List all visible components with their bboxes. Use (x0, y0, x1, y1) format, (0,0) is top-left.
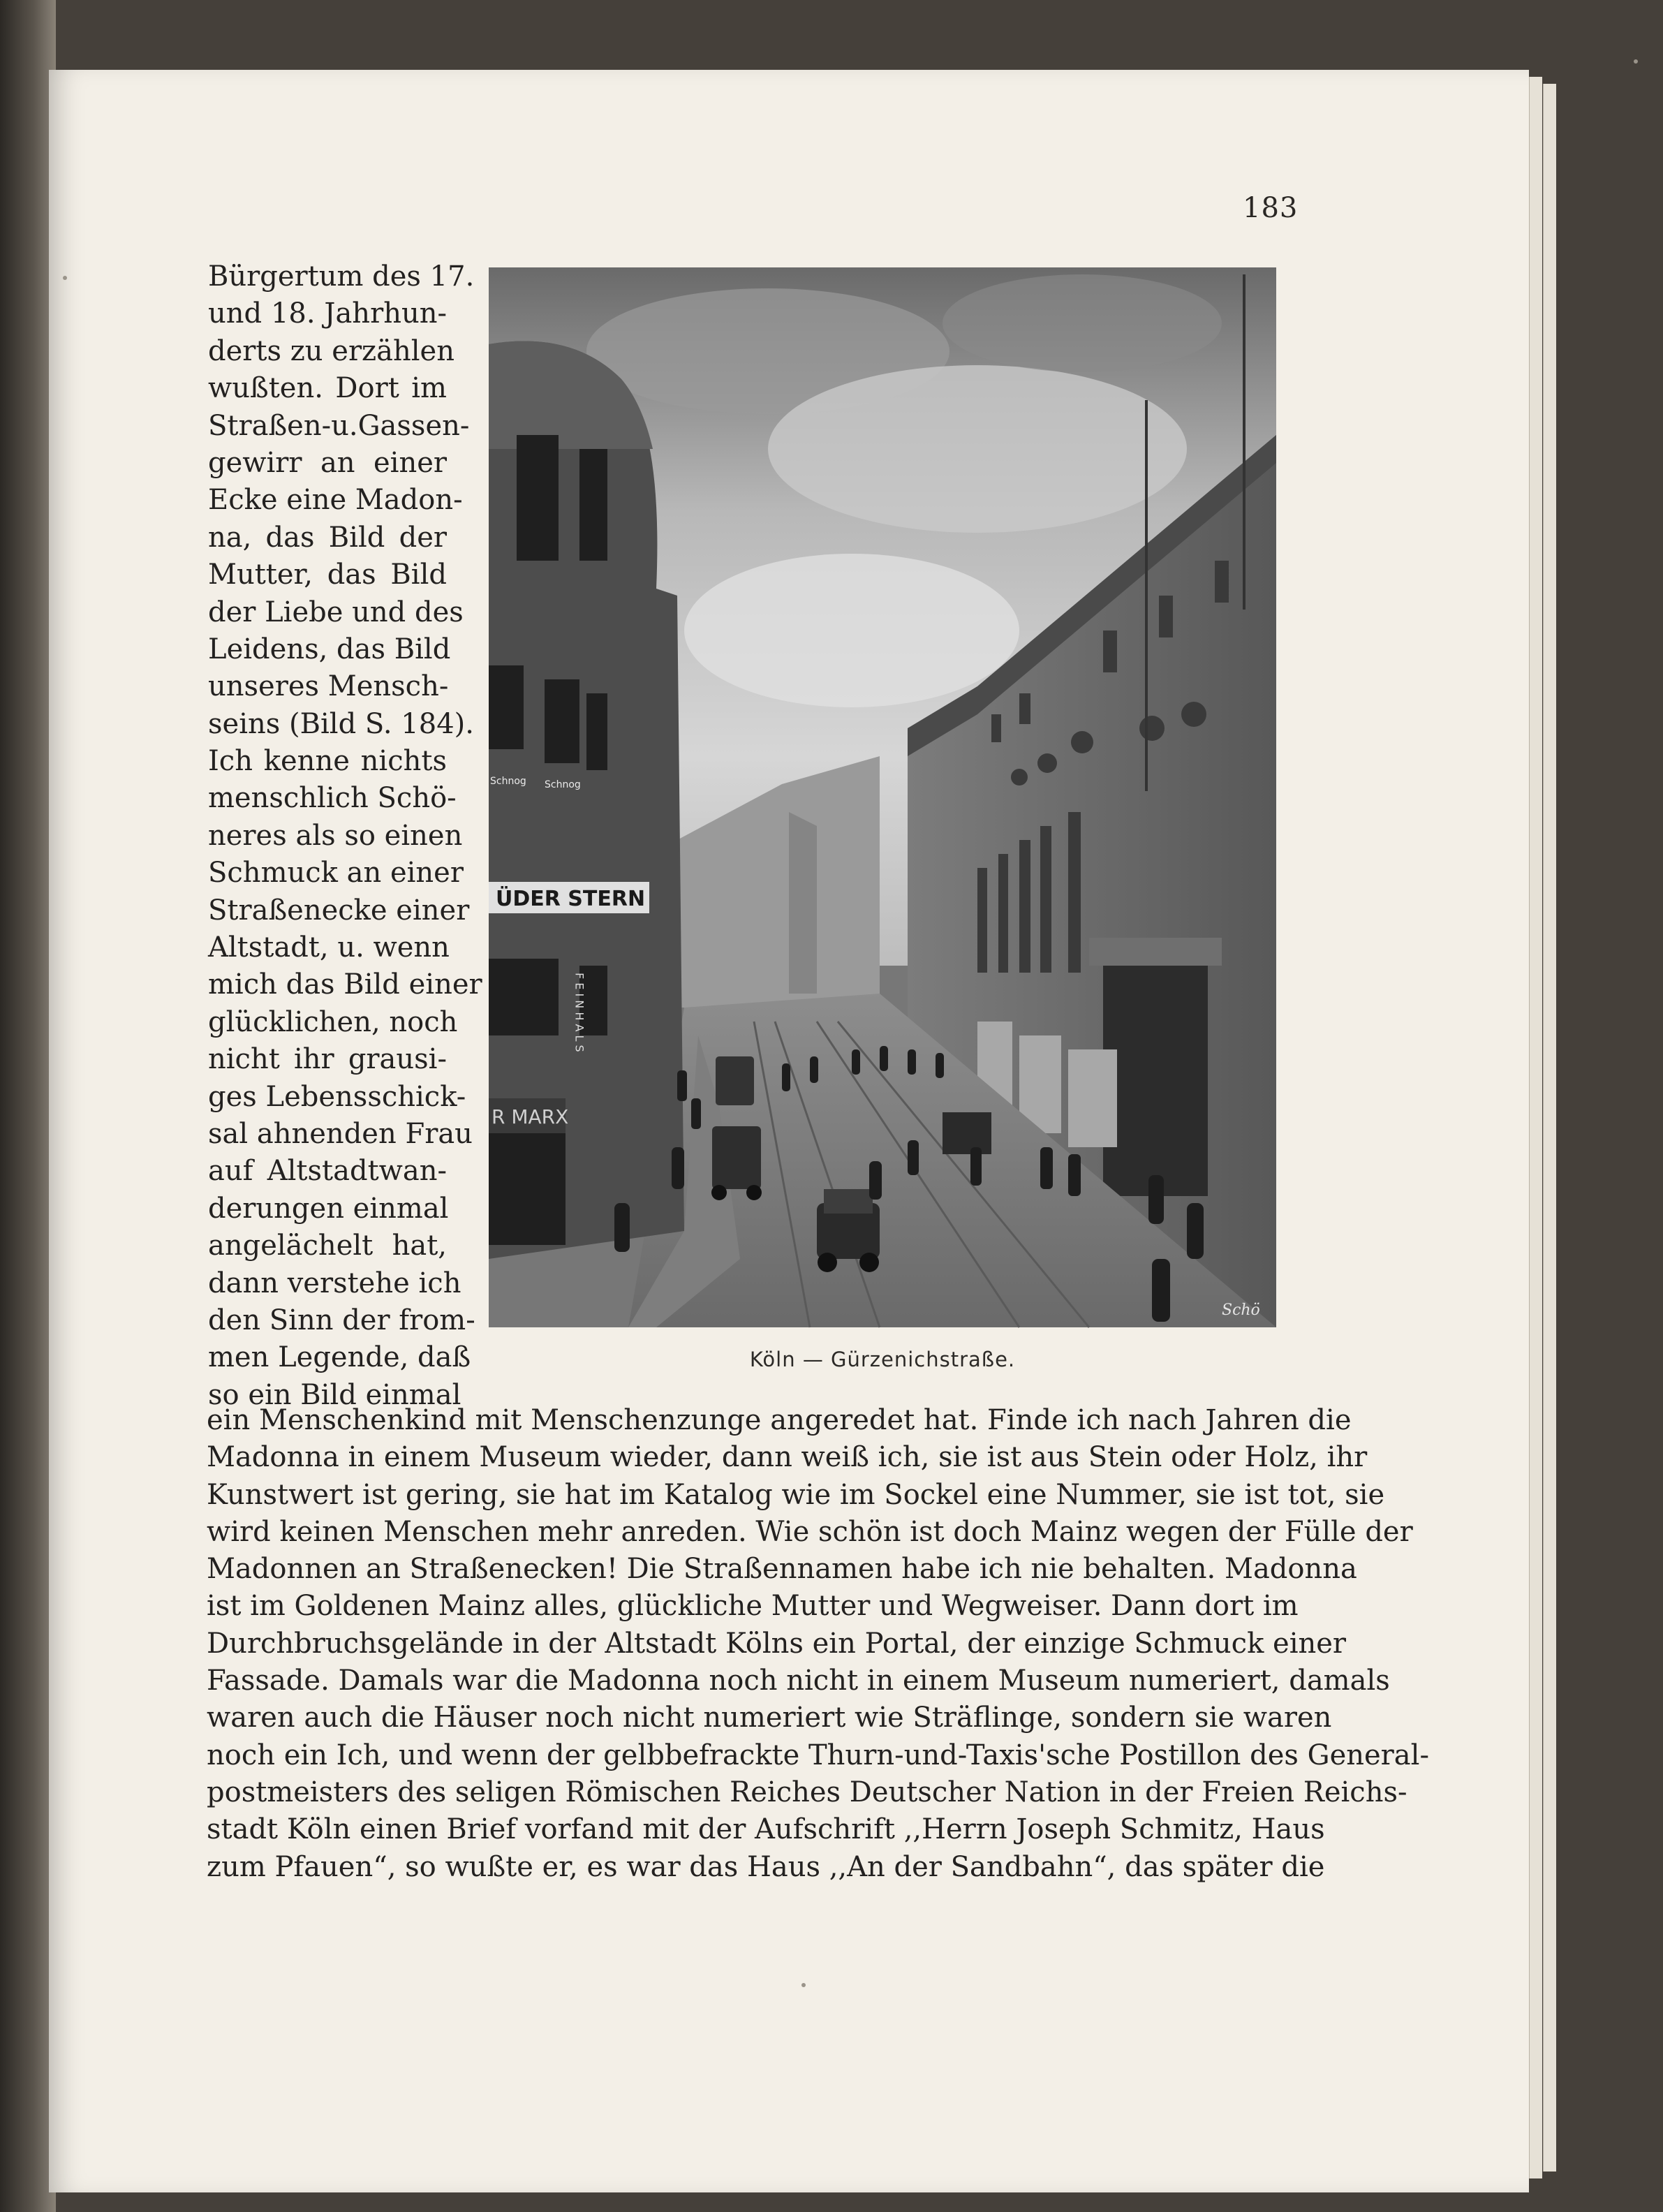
text-line: waren auch die Häuser noch nicht numeriert wie Sträflinge, sondern sie waren (207, 1702, 1332, 1734)
paper-speck (801, 1983, 806, 1987)
text-line: stadt Köln einen Brief vorfand mit der Aufschrift ,,Herrn Joseph Schmitz, Haus (207, 1813, 1325, 1846)
text-line: postmeisters des seligen Römischen Reiches Deutscher Nation in der Freien Reichs- (207, 1776, 1407, 1808)
text-line: gewirr an einer (208, 446, 447, 479)
text-line: Madonnen an Straßenecken! Die Straßennamen habe ich nie behalten. Madonna (207, 1553, 1357, 1586)
text-line: angelächelt hat, (208, 1230, 447, 1262)
text-line: ist im Goldenen Mainz alles, glückliche Mutter und Wegweiser. Dann dort im (207, 1590, 1299, 1623)
body-text (207, 1402, 1429, 1886)
text-line: auf Altstadtwan- (208, 1155, 447, 1188)
text-line: den Sinn der from- (208, 1304, 475, 1336)
vertical-sign-text: F E I N H A L S (572, 973, 586, 1052)
text-line: neres als so einen (208, 819, 463, 852)
text-line: menschlich Schö- (208, 782, 457, 815)
text-line: men Legende, daß (208, 1341, 471, 1374)
page-edge (1529, 77, 1542, 2178)
cloud (684, 554, 1019, 707)
text-line: Durchbruchsgelände in der Altstadt Kölns ein Portal, der einzige Schmuck einer (207, 1627, 1347, 1660)
text-line: sal ahnenden Frau (208, 1117, 473, 1150)
text-line: Schmuck an einer (208, 857, 464, 890)
text-line: so ein Bild einmal (208, 1378, 461, 1411)
cloud (943, 274, 1222, 372)
doorway (1103, 966, 1208, 1196)
text-line: ges Lebensschick- (208, 1080, 466, 1113)
cloud (768, 365, 1187, 533)
banner-text: Schnog (490, 776, 526, 787)
flagpole (1145, 400, 1148, 791)
paper-speck (1634, 59, 1638, 64)
book-spine-shadow (0, 0, 56, 2212)
text-line: zum Pfauen“, so wußte er, es war das Haus ,,An der Sandbahn“, das später die (207, 1850, 1325, 1883)
text-line: der Liebe und des (208, 596, 464, 628)
text-line: seins (Bild S. 184). (208, 707, 474, 740)
text-line: Mutter, das Bild (208, 559, 447, 591)
text-line: Fassade. Damals war die Madonna noch nicht in einem Museum numeriert, damals (207, 1665, 1390, 1697)
text-line: dann verstehe ich (208, 1267, 461, 1299)
text-line: Ich kenne nichts (208, 745, 447, 778)
street-photo-drawing (489, 267, 1276, 1327)
text-line: und 18. Jahrhun- (208, 297, 447, 330)
text-line: Leidens, das Bild (208, 633, 451, 665)
text-line: unseres Mensch- (208, 670, 449, 703)
photo-caption: Köln — Gürzenichstraße. (749, 1348, 1016, 1371)
photographer-signature: Schö (1222, 1302, 1260, 1319)
text-line: Straßen-u.Gassen- (208, 409, 470, 442)
text-line: noch ein Ich, und wenn der gelbbefrackte Thurn-und-Taxis'sche Postillon des General- (207, 1739, 1429, 1771)
text-line: derts zu erzählen (208, 334, 454, 367)
text-line: ein Menschenkind mit Menschenzunge angeredet hat. Finde ich nach Jahren die (207, 1404, 1352, 1436)
sign-board-text: ÜDER STERN (496, 887, 646, 911)
text-line: Altstadt, u. wenn (208, 931, 450, 964)
text-line: Bürgertum des 17. (208, 260, 475, 293)
text-line: nicht ihr grausi- (208, 1043, 447, 1076)
side-column-text (208, 258, 482, 1414)
street-photo (489, 267, 1276, 1327)
text-line: wußten. Dort im (208, 372, 447, 405)
text-line: wird keinen Menschen mehr anreden. Wie schön ist doch Mainz wegen der Fülle der (207, 1515, 1413, 1548)
text-line: na, das Bild der (208, 521, 447, 554)
page-number: 183 (1243, 192, 1299, 224)
banner-text: Schnog (545, 779, 581, 790)
car (716, 1056, 754, 1105)
flagpole (1243, 274, 1246, 610)
page-edge (1543, 84, 1556, 2172)
text-line: Kunstwert ist gering, sie hat im Katalog wie im Sockel eine Nummer, sie ist tot, sie (207, 1478, 1385, 1511)
text-line: mich das Bild einer (208, 968, 482, 1001)
shop-sign-text: R MARX (491, 1105, 569, 1128)
paper-speck (63, 276, 67, 280)
text-line: Madonna in einem Museum wieder, dann weiß ich, sie ist aus Stein oder Holz, ihr (207, 1441, 1368, 1474)
truck (943, 1112, 991, 1154)
text-line: Straßenecke einer (208, 894, 470, 927)
text-line: Ecke eine Madon- (208, 484, 463, 517)
text-line: glücklichen, noch (208, 1005, 458, 1038)
text-line: derungen einmal (208, 1192, 449, 1225)
